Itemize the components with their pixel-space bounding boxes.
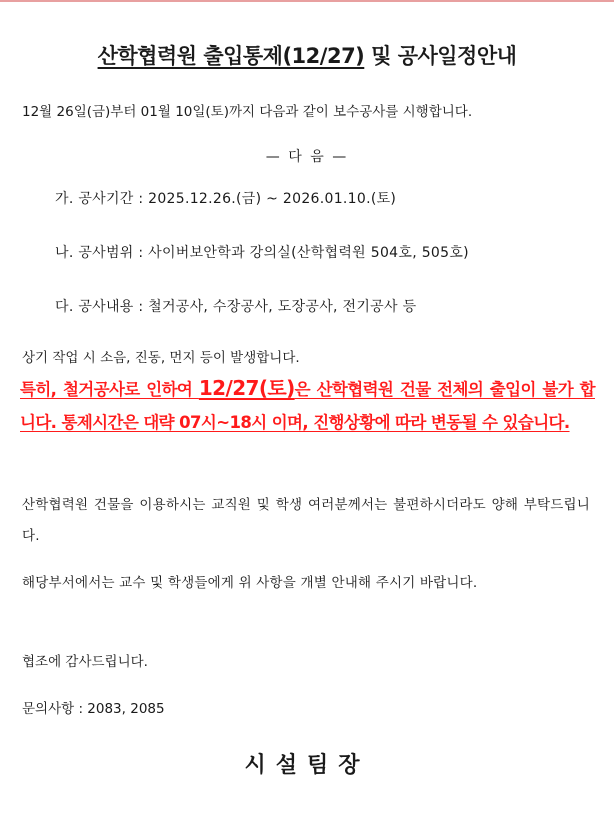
thanks-text: 협조에 감사드립니다. bbox=[22, 654, 148, 670]
department-paragraph: 해당부서에서는 교수 및 학생들에게 위 사항을 개별 안내해 주시기 바랍니다. bbox=[22, 575, 478, 591]
title-rest: 및 공사일정안내 bbox=[364, 44, 517, 68]
closure-warning bbox=[20, 372, 595, 439]
warning-text-2: 은 산학협력원 건물 전체의 출입이 불가 합니다. 통제시간은 대략 07시~18시 이며, 진행상황에 따라 변동될 수 있습니다. bbox=[20, 380, 595, 432]
apology-paragraph: 산학협력원 건물을 이용하시는 교직원 및 학생 여러분께서는 불편하시더라도 양해 부탁드립니다. bbox=[22, 497, 590, 544]
section-heading: — 다 음 — bbox=[265, 149, 349, 165]
warning-text-1: 특히, 철거공사로 인하여 bbox=[20, 380, 199, 399]
contact-info: 문의사항 : 2083, 2085 bbox=[22, 701, 165, 717]
noise-notice: 상기 작업 시 소음, 진동, 먼지 등이 발생합니다. bbox=[22, 350, 300, 366]
signature: 시설팀장 bbox=[244, 753, 370, 778]
item-scope: 나. 공사범위 : 사이버보안학과 강의실(산학협력원 504호, 505호) bbox=[55, 245, 469, 261]
warning-date: 12/27(토) bbox=[198, 376, 295, 400]
notice-title bbox=[0, 40, 614, 70]
item-content: 다. 공사내용 : 철거공사, 수장공사, 도장공사, 전기공사 등 bbox=[55, 299, 417, 315]
intro-text: 12월 26일(금)부터 01월 10일(토)까지 다음과 같이 보수공사를 시행합니다. bbox=[22, 104, 473, 120]
title-underlined: 산학협력원 출입통제(12/27) bbox=[97, 44, 365, 68]
item-period: 가. 공사기간 : 2025.12.26.(금) ~ 2026.01.10.(토) bbox=[55, 191, 397, 207]
top-rule bbox=[0, 0, 614, 2]
